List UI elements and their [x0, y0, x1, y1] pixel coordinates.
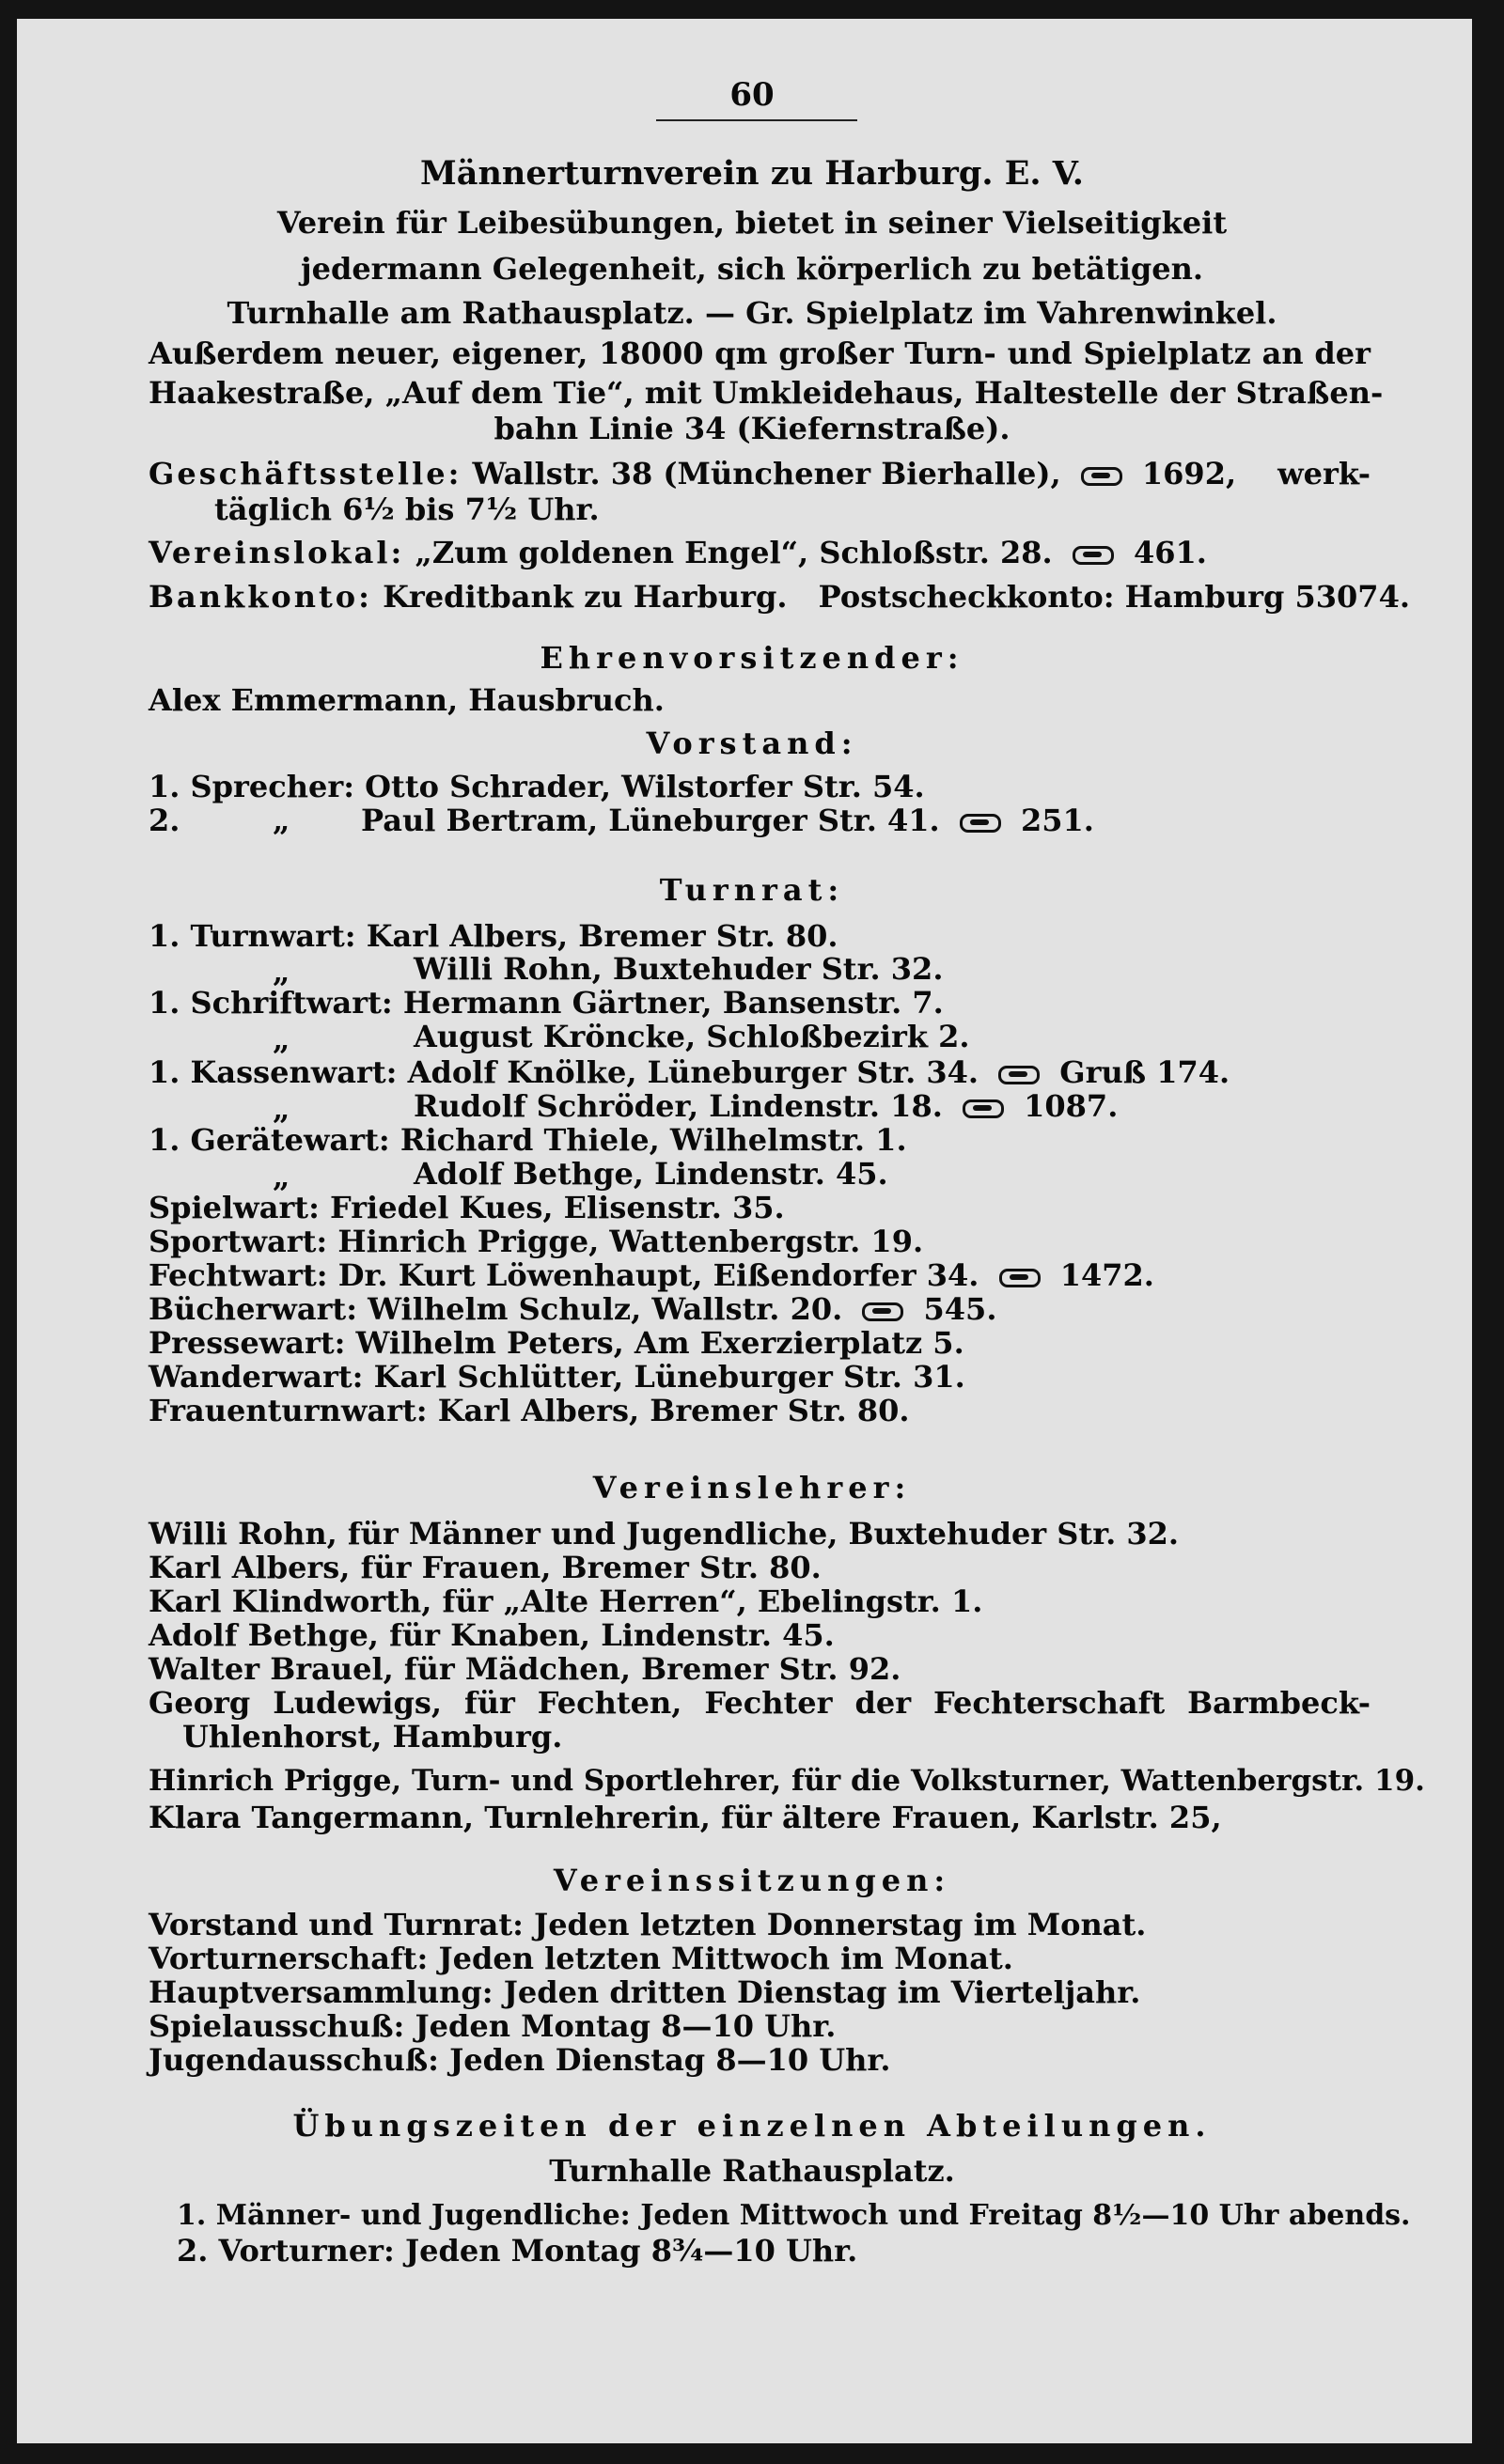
- teachers-heading: Vereinslehrer:: [592, 1470, 912, 1505]
- council-row-15: Frauenturnwart: Karl Albers, Bremer Str. 80.: [149, 1393, 910, 1428]
- teacher-row-8: Klara Tangermann, Turnlehrerin, für ältere Frauen, Karlstr. 25,: [149, 1800, 1222, 1835]
- council-row-2: Willi Rohn, Buxtehuder Str. 32.: [414, 951, 944, 987]
- telephone-icon: [963, 1099, 1004, 1118]
- office-label: Geschäftsstelle:: [149, 456, 462, 491]
- council-row-12-phone: 545.: [923, 1291, 997, 1327]
- club-house-phone: 461.: [1133, 535, 1207, 570]
- council-row-6-ditto: „: [273, 1091, 290, 1127]
- telephone-icon: [1073, 546, 1114, 565]
- club-house-line: [149, 535, 1207, 570]
- telephone-icon: [960, 814, 1001, 833]
- council-row-6: [414, 1088, 1119, 1124]
- postal-label: Postscheckkonto:: [818, 579, 1115, 615]
- council-heading: Turnrat:: [659, 872, 845, 908]
- bank-line: [149, 579, 1410, 615]
- board-row-2: [361, 803, 1094, 838]
- board-row-2-number: 2.: [149, 803, 180, 838]
- board-row-2-text: Paul Bertram, Lüneburger Str. 41.: [361, 803, 940, 838]
- intro-line-5: Haakestraße, „Auf dem Tie“, mit Umkleidehaus, Haltestelle der Straßen-: [149, 375, 1384, 411]
- bank-label: Bankkonto:: [149, 579, 372, 615]
- teacher-row-3: Karl Klindworth, für „Alte Herren“, Ebelingstr. 1.: [149, 1583, 983, 1619]
- office-line: [149, 456, 1371, 491]
- teacher-row-6b: Uhlenhorst, Hamburg.: [182, 1719, 563, 1754]
- meetings-heading: Vereinssitzungen:: [553, 1863, 951, 1898]
- council-row-11-text: Fechtwart: Dr. Kurt Löwenhaupt, Eißendorfer 34.: [149, 1257, 979, 1293]
- council-row-14: Wanderwart: Karl Schlütter, Lüneburger Str. 31.: [149, 1359, 965, 1395]
- council-row-10: Sportwart: Hinrich Prigge, Wattenbergstr. 19.: [149, 1224, 924, 1259]
- meeting-row-5: Jugendausschuß: Jeden Dienstag 8—10 Uhr.: [149, 2042, 891, 2078]
- council-row-4: August Kröncke, Schloßbezirk 2.: [414, 1019, 970, 1054]
- board-row-2-phone: 251.: [1020, 803, 1094, 838]
- council-row-12: [149, 1291, 997, 1327]
- teacher-row-1: Willi Rohn, für Männer und Jugendliche, Buxtehuder Str. 32.: [149, 1516, 1180, 1552]
- club-house-address: „Zum goldenen Engel“, Schloßstr. 28.: [415, 535, 1053, 570]
- page-number: 60: [729, 76, 775, 114]
- intro-line-2: jedermann Gelegenheit, sich körperlich zu betätigen.: [301, 251, 1203, 287]
- telephone-icon: [999, 1269, 1041, 1287]
- council-row-1: 1. Turnwart: Karl Albers, Bremer Str. 80.: [149, 918, 838, 954]
- club-house-label: Vereinslokal:: [149, 535, 405, 570]
- telephone-icon: [862, 1302, 903, 1321]
- council-row-8-ditto: „: [273, 1159, 290, 1194]
- practice-subheading: Turnhalle Rathausplatz.: [549, 2153, 955, 2189]
- council-row-5: [149, 1054, 1230, 1090]
- teacher-row-4: Adolf Bethge, für Knaben, Lindenstr. 45.: [149, 1617, 835, 1653]
- intro-line-4: Außerdem neuer, eigener, 18000 qm großer Turn- und Spielplatz an der: [149, 335, 1371, 371]
- intro-line-6: bahn Linie 34 (Kiefernstraße).: [494, 411, 1010, 446]
- board-row-2-ditto: „: [273, 803, 290, 838]
- council-row-9: Spielwart: Friedel Kues, Elisenstr. 35.: [149, 1190, 785, 1225]
- bank-name: Kreditbank zu Harburg.: [383, 579, 788, 615]
- meeting-row-3: Hauptversammlung: Jeden dritten Dienstag im Vierteljahr.: [149, 1974, 1141, 2010]
- council-row-5-phone: Gruß 174.: [1059, 1054, 1230, 1090]
- council-row-6-text: Rudolf Schröder, Lindenstr. 18.: [414, 1088, 943, 1124]
- council-row-8: Adolf Bethge, Lindenstr. 45.: [414, 1156, 888, 1192]
- teacher-row-7: Hinrich Prigge, Turn- und Sportlehrer, für die Volksturner, Wattenbergstr. 19.: [149, 1764, 1425, 1798]
- office-address: Wallstr. 38 (Münchener Bierhalle),: [472, 456, 1061, 491]
- council-row-5-text: 1. Kassenwart: Adolf Knölke, Lüneburger Str. 34.: [149, 1054, 979, 1090]
- board-heading: Vorstand:: [646, 725, 858, 761]
- office-phone: 1692,: [1141, 456, 1237, 491]
- intro-line-1: Verein für Leibesübungen, bietet in seiner Vielseitigkeit: [276, 205, 1228, 241]
- club-title: Männerturnverein zu Harburg. E. V.: [420, 154, 1084, 193]
- meeting-row-1: Vorstand und Turnrat: Jeden letzten Donnerstag im Monat.: [149, 1907, 1147, 1942]
- council-row-11-phone: 1472.: [1059, 1257, 1154, 1293]
- teacher-row-5: Walter Brauel, für Mädchen, Bremer Str. 92.: [149, 1651, 901, 1687]
- honorary-heading: Ehrenvorsitzender:: [540, 640, 964, 676]
- council-row-12-text: Bücherwart: Wilhelm Schulz, Wallstr. 20.: [149, 1291, 843, 1327]
- office-hours: täglich 6½ bis 7½ Uhr.: [214, 491, 600, 527]
- council-row-13: Pressewart: Wilhelm Peters, Am Exerzierplatz 5.: [149, 1325, 964, 1361]
- council-row-4-ditto: „: [273, 1021, 290, 1057]
- council-row-7: 1. Gerätewart: Richard Thiele, Wilhelmstr. 1.: [149, 1122, 907, 1158]
- council-row-6-phone: 1087.: [1024, 1088, 1119, 1124]
- practice-row-1: 1. Männer- und Jugendliche: Jeden Mittwoch und Freitag 8½—10 Uhr abends.: [177, 2199, 1411, 2232]
- teacher-row-2: Karl Albers, für Frauen, Bremer Str. 80.: [149, 1550, 822, 1585]
- honorary-name: Alex Emmermann, Hausbruch.: [149, 682, 665, 718]
- intro-line-3: Turnhalle am Rathausplatz. — Gr. Spielplatz im Vahrenwinkel.: [227, 295, 1277, 331]
- council-row-3: 1. Schriftwart: Hermann Gärtner, Bansenstr. 7.: [149, 985, 944, 1021]
- meeting-row-2: Vorturnerschaft: Jeden letzten Mittwoch im Monat.: [149, 1941, 1013, 1976]
- practice-row-2: 2. Vorturner: Jeden Montag 8¾—10 Uhr.: [177, 2233, 858, 2269]
- telephone-icon: [998, 1066, 1040, 1084]
- council-row-2-ditto: „: [273, 954, 290, 990]
- page-number-rule: [656, 119, 857, 121]
- office-hyphen-word: werk-: [1277, 456, 1371, 491]
- telephone-icon: [1081, 467, 1122, 486]
- meeting-row-4: Spielausschuß: Jeden Montag 8—10 Uhr.: [149, 2008, 837, 2044]
- teacher-row-6a: Georg Ludewigs, für Fechten, Fechter der Fechterschaft Barmbeck-: [149, 1685, 1371, 1721]
- postal-account: Hamburg 53074.: [1124, 579, 1410, 615]
- practice-heading: Übungszeiten der einzelnen Abteilungen.: [292, 2108, 1212, 2144]
- board-row-1: 1. Sprecher: Otto Schrader, Wilstorfer Str. 54.: [149, 769, 925, 804]
- council-row-11: [149, 1257, 1154, 1293]
